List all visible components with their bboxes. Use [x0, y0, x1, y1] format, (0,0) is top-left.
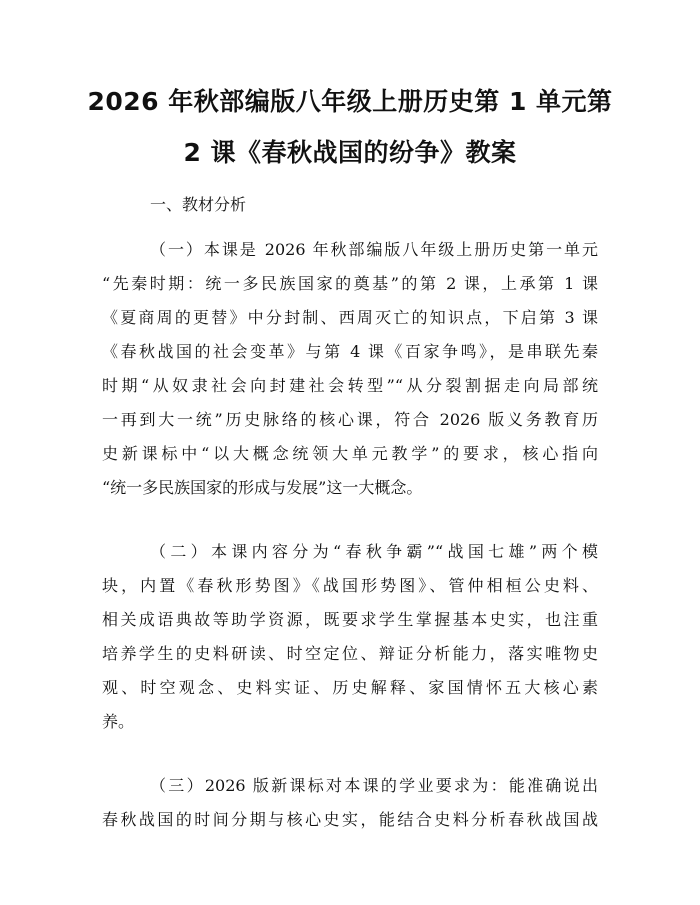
section-heading-textbook-analysis: 一、教材分析 — [150, 195, 247, 214]
paragraph-2-line-4: 培养学生的史料研读、时空定位、辩证分析能力，落实唯物史 — [102, 644, 598, 663]
paragraph-1-line-2: “先秦时期：统一多民族国家的奠基”的第 2 课，上承第 1 课 — [102, 274, 598, 293]
document-title-line-1: 2026 年秋部编版八年级上册历史第 1 单元第 — [87, 87, 613, 116]
paragraph-1-line-8: “统一多民族国家的形成与发展”这一大概念。 — [102, 478, 423, 497]
paragraph-1-line-6: 一再到大一统”历史脉络的核心课，符合 2026 版义务教育历 — [102, 410, 598, 429]
paragraph-2-line-6: 养。 — [102, 712, 135, 731]
paragraph-1-line-3: 《夏商周的更替》中分封制、西周灭亡的知识点，下启第 3 课 — [102, 308, 598, 327]
paragraph-3-line-1: （三）2026 版新课标对本课的学业要求为：能准确说出 — [150, 776, 598, 795]
paragraph-2-line-1: （二）本课内容分为“春秋争霸”“战国七雄”两个模 — [150, 542, 598, 561]
paragraph-1-line-5: 时期“从奴隶社会向封建社会转型”“从分裂割据走向局部统 — [102, 376, 598, 395]
paragraph-1-line-1: （一）本课是 2026 年秋部编版八年级上册历史第一单元 — [150, 240, 598, 259]
paragraph-1-line-4: 《春秋战国的社会变革》与第 4 课《百家争鸣》，是串联先秦 — [102, 342, 598, 361]
document-title-line-2: 2 课《春秋战国的纷争》教案 — [183, 138, 517, 167]
paragraph-2-line-3: 相关成语典故等助学资源，既要求学生掌握基本史实，也注重 — [102, 610, 598, 629]
paragraph-2-line-2: 块，内置《春秋形势图》《战国形势图》、管仲相桓公史料、 — [102, 576, 598, 595]
paragraph-3-line-2: 春秋战国的时间分期与核心史实，能结合史料分析春秋战国战 — [102, 810, 598, 829]
paragraph-1-line-7: 史新课标中“以大概念统领大单元教学”的要求，核心指向 — [102, 444, 598, 463]
paragraph-2-line-5: 观、时空观念、史料实证、历史解释、家国情怀五大核心素 — [102, 678, 598, 697]
